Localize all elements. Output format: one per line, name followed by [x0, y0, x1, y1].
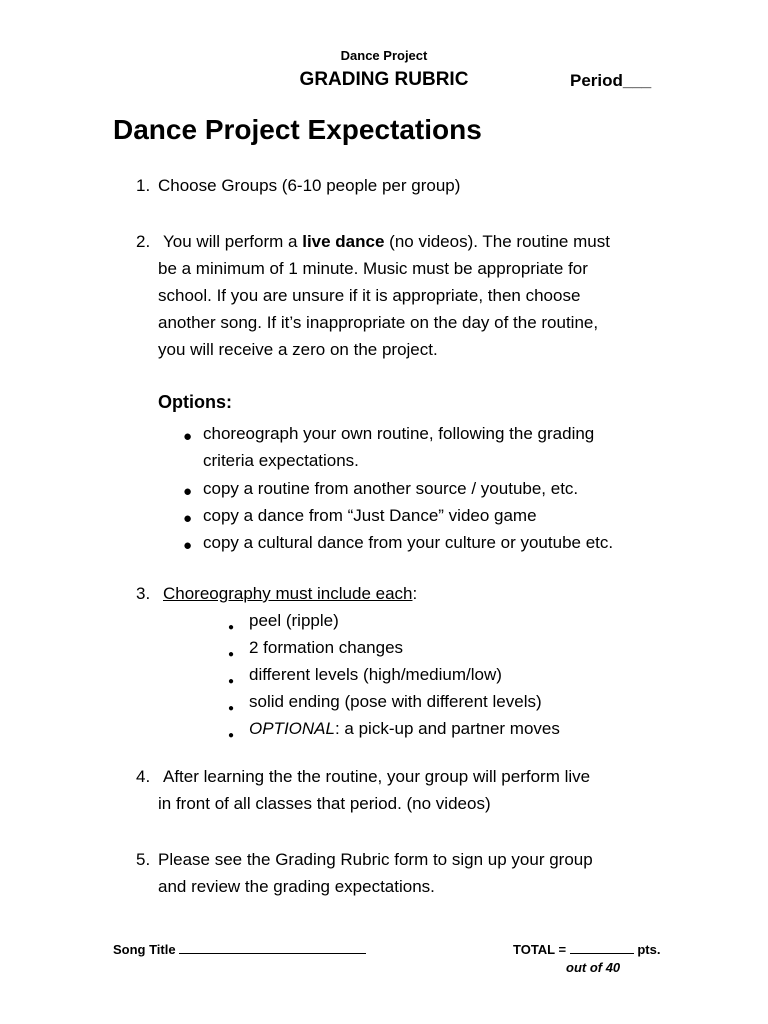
item-text: Choose Groups (6-10 people per group): [158, 176, 461, 195]
bullet-icon: ●: [228, 676, 235, 687]
option-item: copy a dance from “Just Dance” video game: [203, 506, 537, 525]
option-item: copy a routine from another source / youtube, etc.: [203, 479, 579, 498]
item-text-line-1: You will perform a live dance (no videos). The routine must: [163, 232, 610, 251]
item-number: 5.: [136, 850, 151, 869]
choreography-heading: Choreography must include each:: [163, 584, 418, 603]
item-number: 2.: [136, 232, 151, 251]
choreography-item: different levels (high/medium/low): [249, 665, 502, 684]
bullet-icon: ●: [183, 428, 193, 445]
bullet-icon: ●: [228, 622, 235, 633]
project-label: Dance Project: [340, 48, 428, 63]
page-title: Dance Project Expectations: [113, 114, 482, 145]
option-item: copy a cultural dance from your culture or youtube etc.: [203, 533, 614, 552]
emphasis-live-dance: live dance: [302, 232, 385, 251]
bullet-icon: ●: [183, 510, 193, 527]
option-item: choreograph your own routine, following the grading: [203, 424, 595, 443]
bullet-icon: ●: [183, 537, 193, 554]
song-title-field: [113, 941, 366, 957]
bullet-icon: ●: [183, 483, 193, 500]
period-field: Period___: [570, 71, 652, 90]
song-title-label: Song Title: [113, 942, 176, 957]
item-text-line: school. If you are unsure if it is appropriate, then choose: [158, 286, 581, 305]
choreography-item: solid ending (pose with different levels): [249, 692, 542, 711]
song-title-blank: [179, 941, 366, 954]
item-text-line: you will receive a zero on the project.: [158, 340, 438, 359]
option-item-continued: criteria expectations.: [203, 451, 359, 470]
item-text-line: Please see the Grading Rubric form to sign up your group: [158, 850, 593, 869]
item-text-line: and review the grading expectations.: [158, 877, 435, 896]
item-number: 3.: [136, 584, 151, 603]
bullet-icon: ●: [228, 649, 235, 660]
item-text-line: in front of all classes that period. (no videos): [158, 794, 491, 813]
item-text-line: After learning the the routine, your group will perform live: [163, 767, 591, 786]
bullet-icon: ●: [228, 703, 235, 714]
item-number: 1.: [136, 176, 151, 195]
options-heading: Options:: [158, 392, 232, 412]
choreography-item: peel (ripple): [249, 611, 339, 630]
rubric-heading: GRADING RUBRIC: [299, 69, 469, 90]
choreography-optional: OPTIONAL: a pick-up and partner moves: [249, 719, 560, 738]
total-blank: [570, 941, 634, 954]
total-field: TOTAL = pts.: [513, 942, 661, 957]
out-of-label: out of 40: [566, 960, 621, 975]
item-text-line: another song. If it’s inappropriate on the day of the routine,: [158, 313, 599, 332]
bullet-icon: ●: [228, 730, 235, 741]
choreography-item: 2 formation changes: [249, 638, 404, 657]
item-text-line: be a minimum of 1 minute. Music must be appropriate for: [158, 259, 588, 278]
item-number: 4.: [136, 767, 151, 786]
